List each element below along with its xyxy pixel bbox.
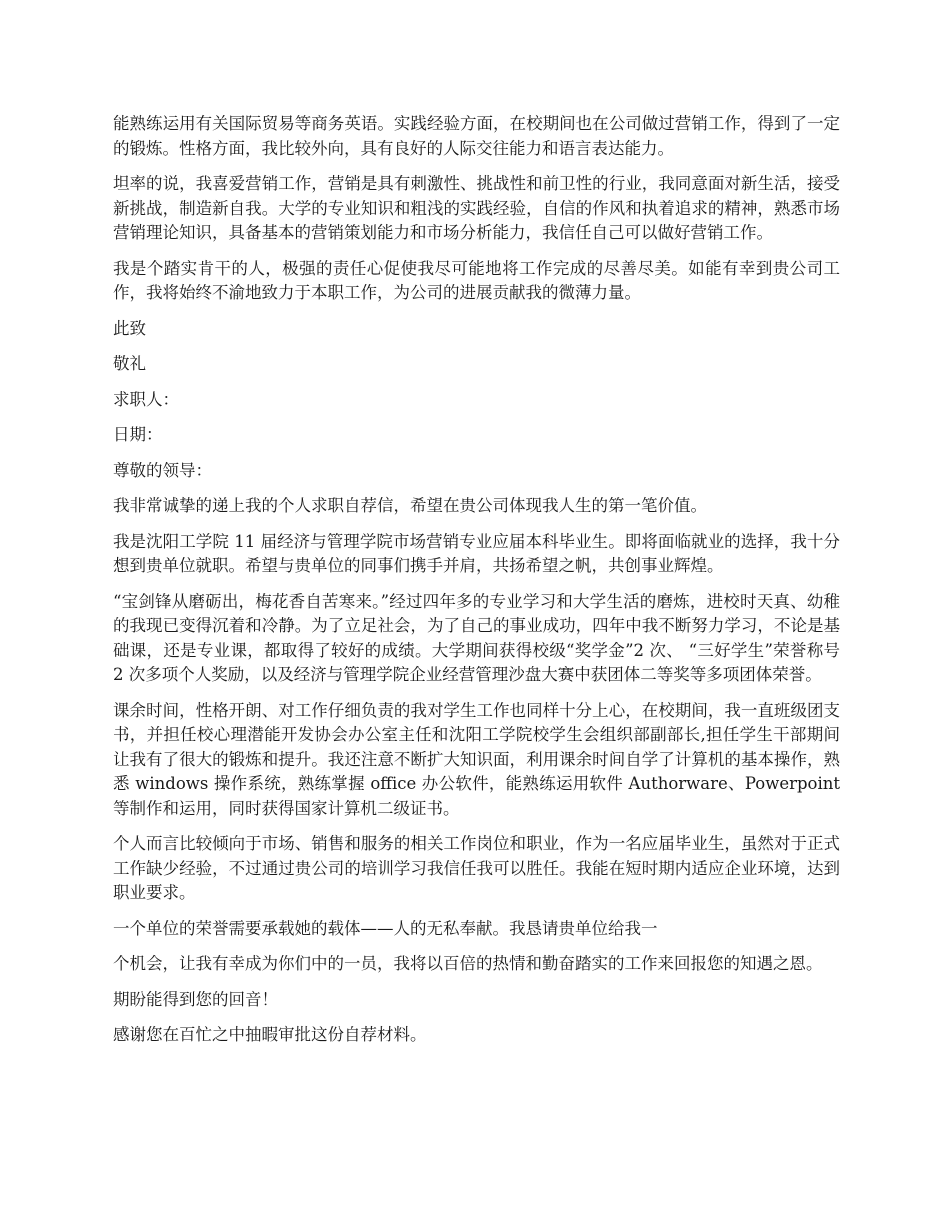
paragraph-extracurricular: 课余时间，性格开朗、对工作仔细负责的我对学生工作也同样十分上心，在校期间，我一直班级团支书，并担任校心理潜能开发协会办公室主任和沈阳工学院校学生会组织部副部长,担任学生干部期间让我有了很大的锻炼和提升。我还注意不断扩大知识面，利用课余时间自学了计算机的基本操作，熟悉 windows 操作系统，熟练掌握 office 办公软件，能熟练运用软件 Authorware、Powerpoint 等制作和运用，同时获得国家计算机二级证书。 xyxy=(113,700,840,818)
paragraph-background: 我是沈阳工学院 11 届经济与管理学院市场营销专业应届本科毕业生。即将面临就业的选择，我十分想到贵单位就职。希望与贵单位的同事们携手并肩，共扬希望之帆，共创事业辉煌。 xyxy=(113,531,840,575)
paragraph-request-part2: 个机会，让我有幸成为你们中的一员，我将以百倍的热情和勤奋踏实的工作来回报您的知遇之恩。 xyxy=(113,954,823,973)
paragraph-intro: 我非常诚挚的递上我的个人求职自荐信，希望在贵公司体现我人生的第一笔价值。 xyxy=(113,496,707,515)
paragraph-hope: 期盼能得到您的回音！ xyxy=(113,989,278,1009)
closing-salutation: 此致 xyxy=(113,318,146,338)
document-body xyxy=(113,112,840,1059)
paragraph-marketing-passion: 坦率的说，我喜爱营销工作，营销是具有刺激性、挑战性和前卫性的行业，我同意面对新生活，接受新挑战，制造新自我。大学的专业知识和粗浅的实践经验，自信的作风和执着追求的精神，熟悉市场营销理论知识，具备基本的营销策划能力和市场分析能力，我信任自己可以做好营销工作。 xyxy=(113,174,840,242)
paragraph-career-goals: 个人而言比较倾向于市场、销售和服务的相关工作岗位和职业，作为一名应届毕业生，虽然对于正式工作缺少经验，不过通过贵公司的培训学习我信任我可以胜任。我能在短时期内适应企业环境，达到职业要求。 xyxy=(113,834,840,902)
paragraph-request-part1: 一个单位的荣誉需要承载她的载体——人的无私奉献。我恳请贵单位给我一 xyxy=(113,918,658,938)
paragraph-thanks: 感谢您在百忙之中抽暇审批这份自荐材料。 xyxy=(113,1025,427,1044)
applicant-label: 求职人： xyxy=(113,389,179,409)
paragraph-skills-experience: 能熟练运用有关国际贸易等商务英语。实践经验方面，在校期间也在公司做过营销工作，得到了一定的锻炼。性格方面，我比较外向，具有良好的人际交往能力和语言表达能力。 xyxy=(113,114,840,158)
paragraph-achievements: “宝剑锋从磨砺出，梅花香自苦寒来。”经过四年多的专业学习和大学生活的磨炼，进校时天真、幼稚的我现已变得沉着和冷静。为了立足社会，为了自己的事业成功，四年中我不断努力学习，不论是基础课，还是专业课，都取得了较好的成绩。大学期间获得校级“奖学金”2 次、 “三好学生”荣誉称号 2 次多项个人奖励，以及经济与管理学院企业经营管理沙盘大赛中获团体二等奖等多项团体荣誉。 xyxy=(113,591,840,684)
paragraph-responsibility: 我是个踏实肯干的人，极强的责任心促使我尽可能地将工作完成的尽善尽美。如能有幸到贵公司工作，我将始终不渝地致力于本职工作，为公司的进展贡献我的微薄力量。 xyxy=(113,258,840,302)
greeting: 尊敬的领导： xyxy=(113,460,212,480)
date-label: 日期： xyxy=(113,425,163,444)
closing-regards: 敬礼 xyxy=(113,354,146,373)
